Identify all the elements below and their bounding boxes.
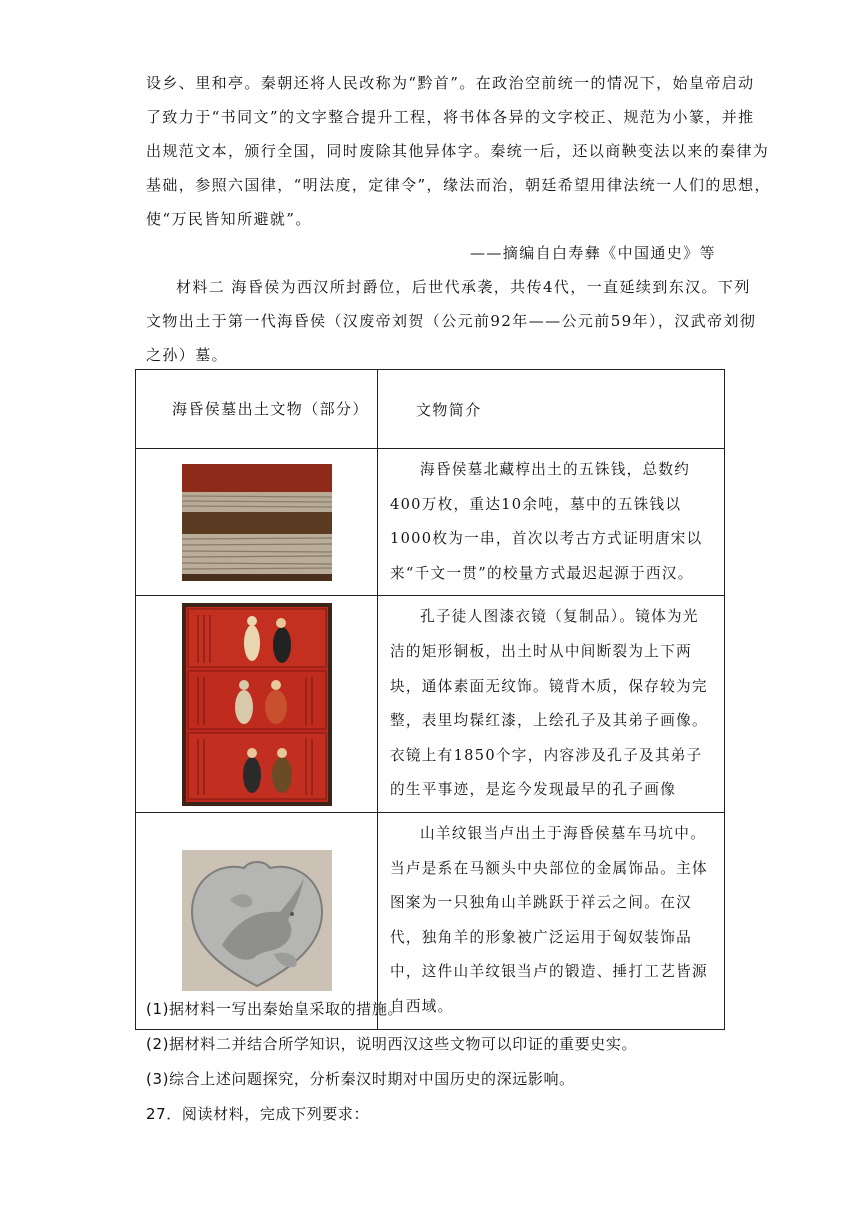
material2-line-1: 材料二 海昏侯为西汉所封爵位，后世代承袭，共传4代，一直延续到东汉。下列 [176,278,751,296]
question-2: (2)据材料二并结合所学知识，说明西汉这些文物可以印证的重要史实。 [146,1035,638,1053]
silver-goat-plaque-photo [182,850,332,991]
confucius-mirror-photo [182,603,332,806]
plaque-image-cell [136,812,378,1029]
artifacts-table [135,369,725,1030]
question-27-heading: 27．阅读材料，完成下列要求： [146,1105,370,1123]
question-3: (3)综合上述问题探究，分析秦汉时期对中国历史的深远影响。 [146,1070,575,1088]
mirror-image-cell [136,596,378,813]
intro-line-3: 出规范文本，颁行全国，同时废除其他异体字。秦统一后，还以商鞅变法以来的秦律为 [146,142,770,160]
intro-line-5: 使“万民皆知所避就”。 [146,210,312,228]
header-description: 文物简介 [378,370,725,449]
table-row [136,596,725,813]
question-1: (1)据材料一写出秦始皇采取的措施。 [146,1000,404,1018]
coins-image-cell [136,449,378,596]
table-header-row [136,370,725,449]
material2-line-3: 之孙）墓。 [146,346,229,364]
table-row [136,812,725,1029]
intro-line-4: 基础，参照六国律，“明法度，定律令”，缘法而治，朝廷希望用律法统一人们的思想， [146,176,771,194]
intro-line-2: 了致力于“书同文”的文字整合提升工程，将书体各异的文字校正、规范为小篆，并推 [146,108,755,126]
wuzhu-coins-photo [182,464,332,581]
intro-line-1: 设乡、里和亭。秦朝还将人民改称为“黔首”。在政治空前统一的情况下，始皇帝启动 [146,74,755,92]
plaque-description: 山羊纹银当卢出土于海昏侯墓车马坑中。当卢是系在马额头中央部位的金属饰品。主体图案为一只独角山羊跳跃于祥云之间。在汉代，独角羊的形象被广泛运用于匈奴装饰品中，这件山羊纹银当卢的锻造、捶打工艺皆源自西域。 [378,812,725,1029]
mirror-description: 孔子徒人图漆衣镜（复制品）。镜体为光洁的矩形铜板，出土时从中间断裂为上下两块，通体素面无纹饰。镜背木质，保存较为完整，表里均髹红漆，上绘孔子及其弟子画像。衣镜上有1850个字，内容涉及孔子及其弟子的生平事迹，是迄今发现最早的孔子画像 [378,596,725,813]
source-citation: ——摘编自白寿彝《中国通史》等 [470,244,717,262]
header-artifacts: 海昏侯墓出土文物（部分） [136,370,378,449]
table-row [136,449,725,596]
material2-line-2: 文物出土于第一代海昏侯（汉废帝刘贺（公元前92年——公元前59年），汉武帝刘彻 [146,312,757,330]
coins-description: 海昏侯墓北藏椁出土的五铢钱，总数约400万枚，重达10余吨，墓中的五铢钱以1000枚为一串，首次以考古方式证明唐宋以来“千文一贯”的校量方式最迟起源于西汉。 [378,449,725,596]
